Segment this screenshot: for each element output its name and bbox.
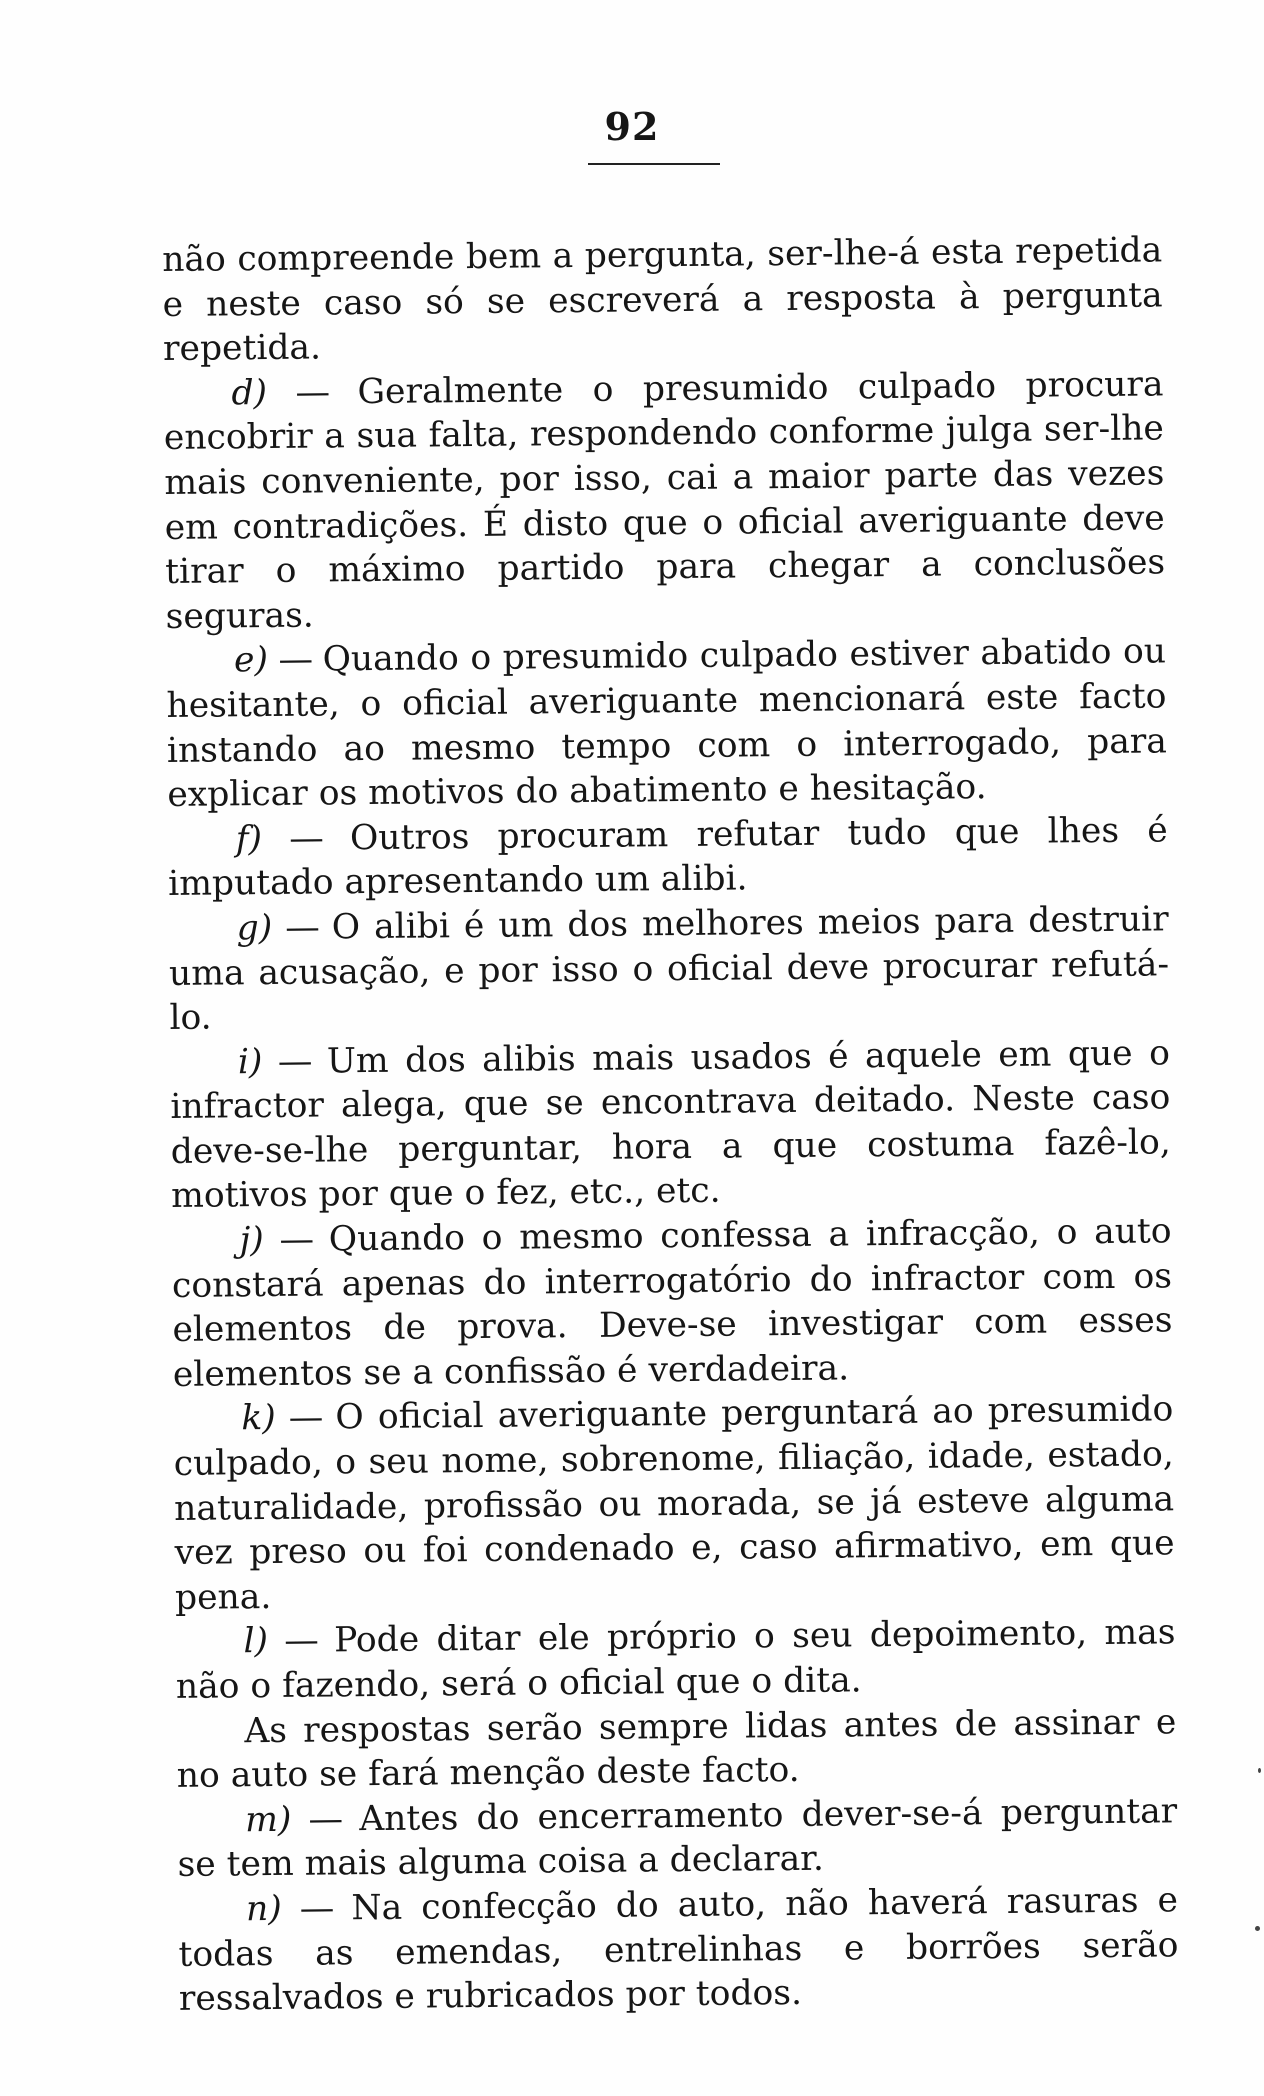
paragraph-g: [168, 897, 1169, 1040]
paragraph-text: não compreende bem a pergunta, ser-lhe-á esta repetida e neste caso só se escreverá a resposta à pergunta repetida.: [162, 230, 1163, 370]
paragraph-text: O alibi é um dos melhores meios para destruir uma acusação, e por isso o oficial deve procurar refutá-lo.: [168, 899, 1170, 1039]
paragraph-m: [177, 1789, 1178, 1888]
paragraph-k: [173, 1388, 1175, 1621]
paragraph-text: Na confecção do auto, não haverá rasuras e todas as emendas, entrelinhas e borrões serão ressalvados e rubricados por todos.: [178, 1880, 1179, 2020]
paragraph-text: Antes do encerramento dever-se-á perguntar se tem mais alguma coisa a declarar.: [177, 1791, 1178, 1886]
item-letter: g): [236, 907, 273, 949]
paragraph-text: Pode ditar ele próprio o seu depoimento, mas não o fazendo, será o oficial que o dita.: [175, 1612, 1176, 1707]
scan-speck: [1255, 1926, 1260, 1931]
paragraph-text: Quando o mesmo confessa a infracção, o auto constará apenas do interrogatório do infractor com os elementos de prova. Deve-se investigar com esses elementos se a confissão é verdadeira.: [171, 1211, 1173, 1395]
item-letter: f): [235, 818, 263, 860]
item-dash: —: [267, 1620, 335, 1662]
item-dash: —: [281, 1888, 352, 1929]
paragraph-i: [170, 1031, 1172, 1219]
paragraph-text: O oficial averiguante perguntará ao presumido culpado, o seu nome, sobrenome, filiação, idade, estado, naturalidade, profissão ou morada, se já esteve alguma vez preso ou foi condenado e, caso afirmativo, em que pena.: [173, 1389, 1175, 1618]
item-letter: l): [243, 1621, 269, 1662]
item-letter: n): [245, 1888, 282, 1930]
paragraph-n: [178, 1878, 1179, 2021]
item-dash: —: [261, 817, 351, 859]
paragraph-text: Outros procuram refutar tudo que lhes é imputado apresentando um alibi.: [168, 810, 1168, 905]
item-letter: d): [231, 372, 268, 414]
paragraph-text: As respostas serão sempre lidas antes de assinar e no auto se fará menção deste facto.: [176, 1701, 1177, 1797]
paragraph-f: [168, 808, 1169, 907]
scan-speck: [1258, 1768, 1261, 1773]
item-letter: j): [239, 1220, 264, 1261]
header-rule: [588, 163, 720, 165]
item-dash: —: [291, 1798, 360, 1840]
item-dash: —: [262, 1041, 328, 1082]
item-dash: —: [263, 1219, 330, 1261]
paragraph-d: [163, 362, 1166, 639]
page-number: 92: [604, 104, 660, 149]
paragraph-respostas: [176, 1700, 1177, 1799]
paragraph-j: [171, 1209, 1173, 1397]
paragraph-text: Um dos alibis mais usados é aquele em que o infractor alega, que se encontrava deitado. Neste caso deve-se-lhe perguntar, hora a que costuma fazê-lo, motivos por que o fez, etc., etc.: [170, 1033, 1171, 1217]
paragraph-text: Geralmente o presumido culpado procura encobrir a sua falta, respondendo conforme julga ser-lhe mais conveniente, por isso, cai a maior parte das vezes em contradições. É disto que o oficial averiguante deve tirar o máximo partido para chegar a conclusões seguras.: [163, 364, 1166, 637]
item-dash: —: [275, 1397, 336, 1439]
paragraph-continuation: [162, 228, 1163, 371]
item-dash: —: [267, 639, 323, 681]
paragraph-l: [175, 1611, 1176, 1710]
page-body: [162, 228, 1179, 2021]
paragraph-e: [166, 630, 1168, 818]
item-dash: —: [266, 371, 358, 413]
item-letter: m): [244, 1799, 292, 1841]
paragraph-text: Quando o presumido culpado estiver abatido ou hesitante, o oficial averiguante mencionará este facto instando ao mesmo tempo com o interrogado, para explicar os motivos do abatimento e hesitação.: [166, 631, 1168, 816]
item-letter: i): [237, 1041, 263, 1082]
item-letter: e): [233, 640, 269, 681]
item-dash: —: [271, 907, 332, 948]
item-letter: k): [241, 1398, 276, 1439]
